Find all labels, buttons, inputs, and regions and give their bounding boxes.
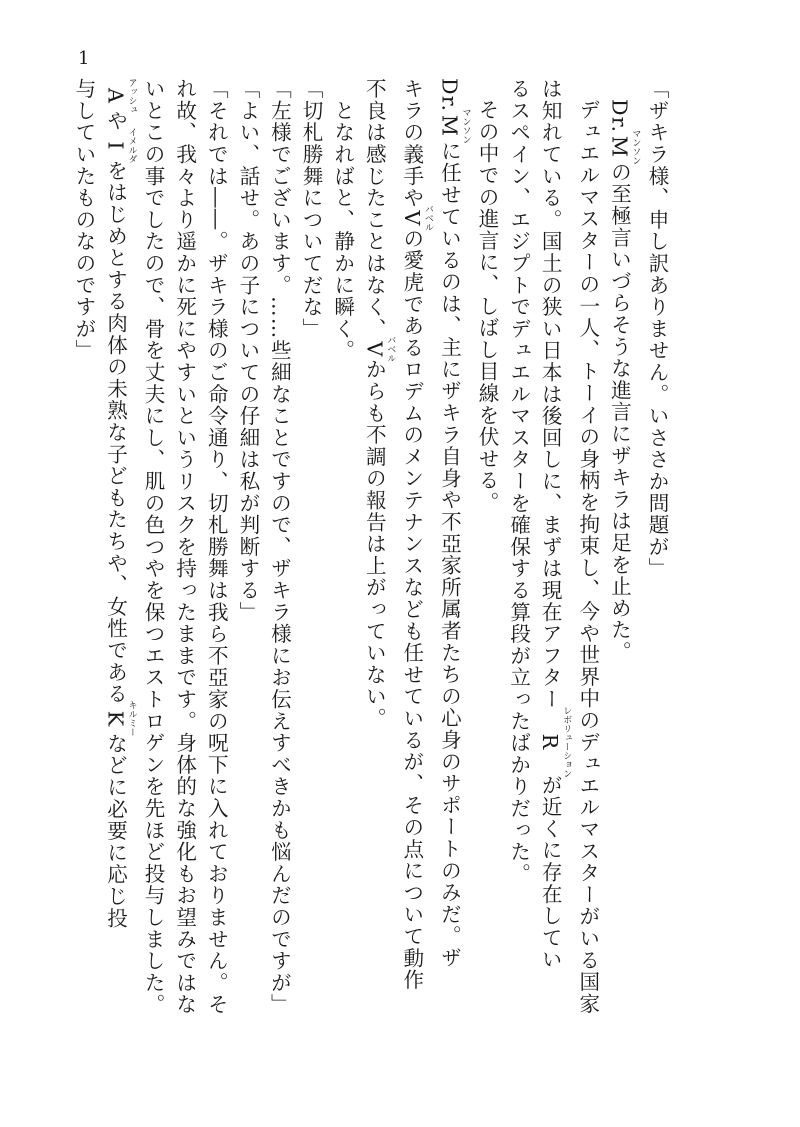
- text-segment: Dr.: [437, 78, 462, 113]
- novel-text-block: [71, 78, 672, 1068]
- text-segment: をはじめとする肉体の未熟な子どもたちや、女性である: [103, 159, 128, 705]
- ruby-term: [607, 128, 641, 165]
- text-line: [263, 78, 295, 1068]
- ruby-base: V: [399, 204, 424, 232]
- text-segment: 「左様でございます。……些細なことですので、ザキラ様にお伝えすべきかも悩んだのですが」: [267, 78, 292, 1016]
- text-segment: いとこの事でしたので、骨を丈夫にし、肌の色つやを保つエストロゲンを先ほど投与しました。: [141, 78, 166, 1016]
- text-segment: 不良は感じたことはなく、: [362, 78, 387, 340]
- ruby-base: M: [437, 108, 462, 145]
- text-segment: や: [103, 109, 128, 132]
- text-line: [99, 78, 137, 1068]
- text-segment: の愛虎であるロデムのメンテナンスなども任せているが、その点について動作: [399, 227, 424, 991]
- text-segment: その中での進言に、しばし目線を伏せる。: [475, 98, 500, 513]
- text-line: [358, 78, 396, 1068]
- text-segment: は知れている。国土の狭い日本は後回しに、まずは現在アフター: [538, 78, 563, 711]
- text-segment: の至極言いづらそうな進言にザキラは足を止めた。: [607, 160, 632, 663]
- text-line: [231, 78, 263, 1068]
- ruby-reading: バベル: [422, 204, 433, 232]
- text-segment: となればと、静かに瞬く。: [330, 78, 355, 362]
- text-line: [640, 78, 672, 1068]
- text-line: [395, 78, 433, 1068]
- ruby-base: M: [607, 128, 632, 165]
- text-segment: デュエルマスターの一人、トーイの身柄を拘束し、今や世界中のデュエルマスターがいる国家: [575, 98, 600, 1015]
- text-line: [168, 78, 200, 1068]
- ruby-term: [538, 706, 572, 779]
- text-segment: 「それでは――。ザキラ様のご命令通り、切札勝舞は我ら不亞家の呪下に入れておりません。そ: [204, 78, 229, 1016]
- ruby-base: V: [362, 335, 387, 363]
- text-line: [571, 78, 603, 1068]
- text-line: [137, 78, 169, 1068]
- text-segment: Dr.: [607, 98, 632, 133]
- ruby-reading: キルミー: [126, 700, 137, 737]
- ruby-base: R: [538, 706, 563, 779]
- ruby-reading: マンソン: [460, 108, 471, 145]
- ruby-term: [103, 78, 137, 114]
- text-line: [603, 78, 641, 1068]
- text-segment: からも不調の報告は上がっていない。: [362, 358, 387, 730]
- page-number: 1: [78, 48, 90, 69]
- text-line: [502, 78, 534, 1068]
- text-segment: 「ザキラ様、申し訳ありません。いささか問題が」: [645, 78, 669, 580]
- text-segment: に任せているのは、主にザキラ自身や不亞家所属者たちの心身のサポートのみだ。ザ: [437, 140, 462, 969]
- text-segment: れ故、我々より遥かに死にやすいというリスクを持ったままです。身体的な強化もお望みではな: [172, 78, 197, 1016]
- ruby-reading: アッシュ: [126, 78, 137, 114]
- ruby-reading: バベル: [385, 335, 396, 363]
- text-line: [294, 78, 326, 1068]
- text-line: [470, 78, 502, 1068]
- ruby-base: A: [103, 78, 128, 114]
- ruby-term: [103, 700, 137, 737]
- text-line: [326, 78, 358, 1068]
- ruby-reading: マンソン: [630, 128, 641, 165]
- text-line: [433, 78, 471, 1068]
- ruby-base: K: [103, 700, 128, 737]
- text-line: [67, 78, 99, 1068]
- text-segment: 「よい、話せ。あの子についての仔細は私が判断する」: [235, 78, 260, 623]
- ruby-term: [103, 127, 137, 164]
- text-line: [534, 78, 572, 1068]
- ruby-base: I: [103, 127, 128, 164]
- ruby-term: [437, 108, 471, 145]
- ruby-reading: レボリューション: [561, 706, 572, 779]
- text-line: [200, 78, 232, 1068]
- text-segment: るスペイン、エジプトでデュエルマスターを確保する算段が立ったばかりだった。: [506, 78, 531, 885]
- ruby-reading: イメルダ: [126, 127, 137, 164]
- ruby-term: [399, 204, 433, 232]
- text-segment: 与していたものなのですが」: [71, 78, 96, 362]
- ruby-term: [362, 335, 396, 363]
- text-segment: 「切札勝舞についてだな」: [299, 78, 324, 340]
- text-segment: キラの義手や: [399, 78, 424, 209]
- text-segment: などに必要に応じ投: [103, 732, 128, 929]
- text-segment: が近くに存在してい: [538, 774, 563, 971]
